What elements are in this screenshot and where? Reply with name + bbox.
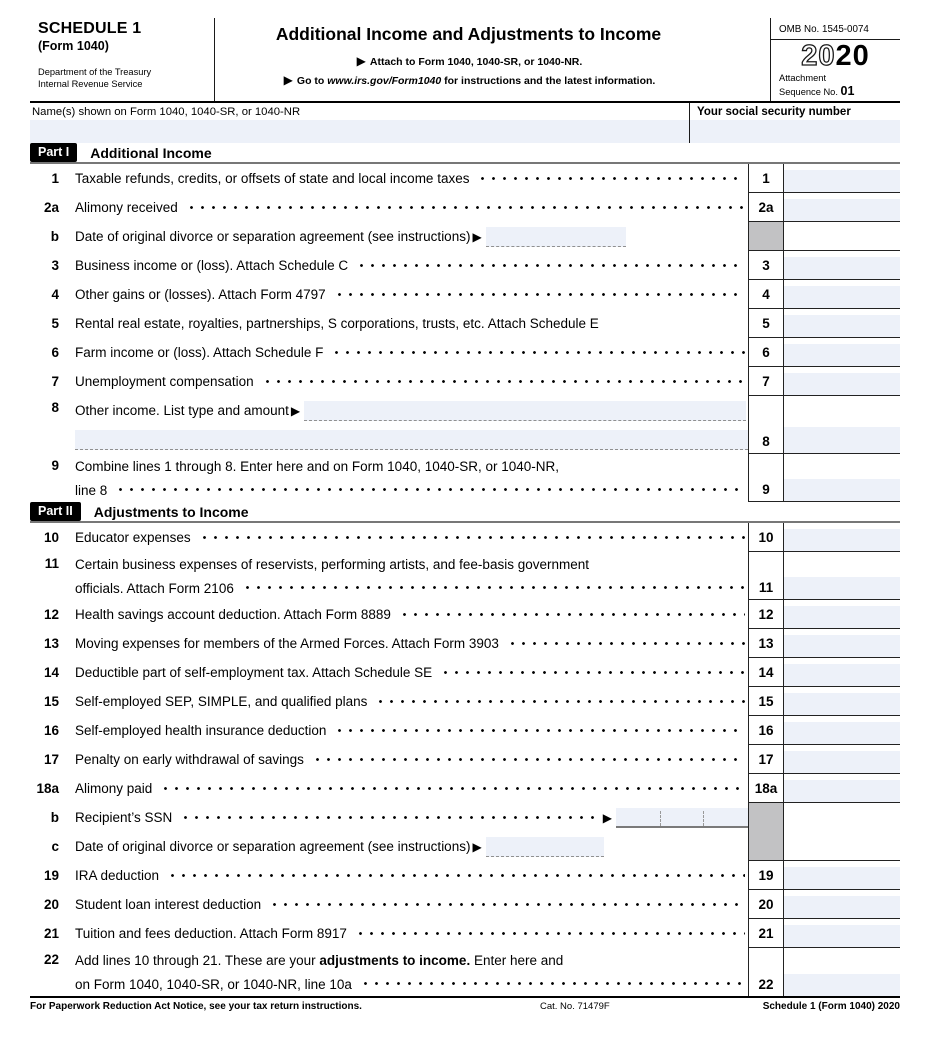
line-number-box: 7 [748, 367, 784, 396]
line-label: Penalty on early withdrawal of savings [75, 752, 304, 767]
blocked-cell [748, 803, 784, 832]
form-footer [30, 996, 900, 1012]
line-number: 7 [51, 374, 59, 389]
amount-cell-blank [784, 222, 900, 251]
amount-input-8[interactable] [784, 427, 900, 453]
right-arrow-icon: ▶ [602, 810, 612, 825]
right-arrow-icon: ▶ [356, 54, 366, 68]
part1-badge: Part I [30, 143, 77, 162]
amount-input-6[interactable] [784, 344, 900, 366]
line-number: 8 [51, 400, 59, 415]
line-label: Other gains or (losses). Attach Form 4797 [75, 287, 326, 302]
form-row-18b [30, 803, 900, 832]
line-number-box: 22 [748, 948, 784, 996]
amount-input-12[interactable] [784, 606, 900, 628]
amount-input-4[interactable] [784, 286, 900, 308]
form-footer-id: Schedule 1 (Form 1040) 2020 [762, 1001, 900, 1012]
form-row-11 [30, 552, 900, 600]
line-number-box: 1 [748, 164, 784, 193]
amount-cell [784, 367, 900, 396]
line-number: 6 [51, 345, 59, 360]
amount-cell [784, 919, 900, 948]
dot-leader [309, 745, 745, 774]
ssn-label: Your social security number [697, 106, 851, 118]
year-outline: 20 [801, 40, 836, 72]
right-arrow-icon: ▶ [283, 72, 293, 87]
sequence-line [779, 84, 900, 99]
line-label: Farm income or (loss). Attach Schedule F [75, 345, 324, 360]
form-row-19 [30, 861, 900, 890]
line-number: 5 [51, 316, 59, 331]
amount-cell [784, 280, 900, 309]
dot-leader [331, 280, 745, 309]
line-label: Business income or (loss). Attach Schedule C [75, 258, 349, 273]
line-label: Health savings account deduction. Attach Form 8889 [75, 607, 391, 622]
catalog-number: Cat. No. 71479F [540, 1001, 610, 1012]
line-number-box: 10 [748, 523, 784, 552]
part2-title: Adjustments to Income [93, 503, 249, 520]
year-bold: 20 [835, 40, 870, 72]
line-number: 13 [43, 636, 59, 651]
other-income-type-input[interactable] [304, 401, 746, 421]
agency-name [38, 67, 208, 90]
line-number-box: 14 [748, 658, 784, 687]
line-number-box: 11 [748, 552, 784, 600]
amount-cell [784, 454, 900, 502]
attachment-sequence [771, 73, 900, 99]
amount-cell [784, 523, 900, 552]
sequence-label: Sequence No. [779, 87, 841, 98]
dot-leader [157, 774, 745, 803]
line-label: Rental real estate, royalties, partnerships, S corporations, trusts, etc. Attach Schedule E [75, 316, 599, 331]
line-number-box: 19 [748, 861, 784, 890]
dot-leader [239, 576, 745, 600]
dot-leader [504, 629, 745, 658]
line-number-box: 5 [748, 309, 784, 338]
form-row-4 [30, 280, 900, 309]
amount-cell [784, 629, 900, 658]
amount-input-22[interactable] [784, 974, 900, 996]
right-arrow-icon: ▶ [290, 403, 301, 418]
form-row-16 [30, 716, 900, 745]
form-row-8 [30, 396, 900, 454]
blocked-cell [748, 832, 784, 861]
dot-leader [177, 803, 597, 832]
amount-input-7[interactable] [784, 373, 900, 395]
line-number-box: 21 [748, 919, 784, 948]
sequence-number: 01 [840, 84, 855, 99]
amount-input-5[interactable] [784, 315, 900, 337]
dot-leader [372, 687, 745, 716]
line-label: Deductible part of self-employment tax. Attach Schedule SE [75, 665, 433, 680]
form-row-17 [30, 745, 900, 774]
name-cell [30, 103, 690, 143]
amount-input-21[interactable] [784, 925, 900, 947]
dot-leader [437, 658, 745, 687]
recipient-ssn-input[interactable] [616, 808, 748, 828]
bold-phrase: adjustments to income. [319, 952, 471, 968]
line-number: 16 [43, 723, 59, 738]
name-label: Name(s) shown on Form 1040, 1040-SR, or 1040-NR [32, 106, 301, 118]
part2-badge: Part II [30, 502, 81, 521]
amount-input-3[interactable] [784, 257, 900, 279]
divorce-date-input-18c[interactable] [486, 837, 604, 857]
dot-leader [331, 716, 745, 745]
line-label: Self-employed health insurance deduction [75, 723, 327, 738]
amount-input-2a[interactable] [784, 199, 900, 221]
blocked-cell [748, 222, 784, 251]
form-title: Additional Income and Adjustments to Income [275, 24, 662, 44]
line-number: 3 [51, 258, 59, 273]
goto-pre: Go to [296, 74, 328, 87]
dot-leader [474, 164, 745, 193]
amount-cell [784, 687, 900, 716]
line-number-box: 9 [748, 454, 784, 502]
ssn-cell [690, 103, 900, 143]
parent-form-number: (Form 1040) [38, 39, 109, 53]
form-row-20 [30, 890, 900, 919]
attach-instruction [215, 52, 722, 71]
right-arrow-icon: ▶ [472, 839, 482, 854]
line-number: c [51, 839, 59, 854]
form-row-7 [30, 367, 900, 396]
amount-cell [784, 552, 900, 600]
line-number-box: 2a [748, 193, 784, 222]
agency-line1: Department of the Treasury [38, 67, 152, 77]
line-label: Self-employed SEP, SIMPLE, and qualified plans [75, 694, 368, 709]
line-number: 12 [43, 607, 59, 622]
amount-cell [784, 745, 900, 774]
line-number-box: 12 [748, 600, 784, 629]
line-number: 10 [43, 530, 59, 545]
amount-cell [784, 193, 900, 222]
line-number: b [50, 810, 59, 825]
dot-leader [328, 338, 745, 367]
part1-title: Additional Income [90, 144, 212, 161]
omb-block [770, 18, 900, 101]
line-label-line2: officials. Attach Form 2106 [75, 580, 234, 596]
amount-cell [784, 600, 900, 629]
dot-leader [266, 890, 745, 919]
name-input[interactable] [30, 120, 689, 143]
form-row-18c [30, 832, 900, 861]
line-number: 19 [43, 868, 59, 883]
amount-cell [784, 338, 900, 367]
form-row-1 [30, 164, 900, 193]
line-number-box: 18a [748, 774, 784, 803]
form-row-2b [30, 222, 900, 251]
dot-leader [196, 523, 745, 552]
line-label: Tuition and fees deduction. Attach Form 8917 [75, 926, 347, 941]
amount-cell [784, 396, 900, 454]
identity-row [30, 103, 900, 143]
amount-input-15[interactable] [784, 693, 900, 715]
tax-year [771, 40, 900, 71]
dot-leader [183, 193, 745, 222]
line-label: Recipient’s SSN [75, 810, 173, 825]
line-number: 18a [36, 781, 59, 796]
irs-url: www.irs.gov/Form1040 [327, 74, 442, 87]
line-label-line2: on Form 1040, 1040-SR, or 1040-NR, line 10a [75, 976, 352, 992]
line-number: 21 [43, 926, 59, 941]
amount-cell-blank [784, 832, 900, 861]
line-number-box: 15 [748, 687, 784, 716]
amount-cell [784, 309, 900, 338]
line-number: 14 [43, 665, 59, 680]
form-title-block [215, 18, 770, 101]
amount-input-11[interactable] [784, 577, 900, 599]
dot-leader [259, 367, 745, 396]
ssn-header-input[interactable] [690, 120, 900, 143]
right-arrow-icon: ▶ [472, 229, 482, 244]
dot-leader [164, 861, 745, 890]
amount-input-13[interactable] [784, 635, 900, 657]
amount-input-17[interactable] [784, 751, 900, 773]
form-header [30, 18, 900, 103]
line-label: Date of original divorce or separation agreement (see instructions) [75, 229, 471, 244]
amount-cell [784, 164, 900, 193]
line-number: 11 [44, 556, 59, 571]
schedule1-form [30, 18, 900, 1012]
amount-cell [784, 716, 900, 745]
line-number-box: 6 [748, 338, 784, 367]
amount-cell [784, 890, 900, 919]
line-label: Alimony received [75, 200, 178, 215]
line-label-line1: Add lines 10 through 21. These are your adjustments to income. Enter here and [75, 952, 564, 968]
form-row-5 [30, 309, 900, 338]
line-label: Date of original divorce or separation agreement (see instructions) [75, 839, 471, 854]
amount-input-16[interactable] [784, 722, 900, 744]
line-number: 20 [43, 897, 59, 912]
line-label: Other income. List type and amount [75, 403, 289, 418]
form-row-10 [30, 523, 900, 552]
omb-number: OMB No. 1545-0074 [771, 18, 900, 40]
part1-header [30, 143, 900, 164]
form-row-9 [30, 454, 900, 502]
form-row-12 [30, 600, 900, 629]
dot-leader [396, 600, 745, 629]
attachment-label: Attachment [779, 73, 827, 83]
ssn-divider [703, 811, 704, 826]
part2-header [30, 502, 900, 523]
schedule-number: SCHEDULE 1 [38, 20, 142, 37]
amount-cell [784, 251, 900, 280]
line-number-box: 16 [748, 716, 784, 745]
divorce-date-input-2b[interactable] [486, 227, 626, 247]
goto-instruction [215, 71, 722, 90]
line-number-box: 17 [748, 745, 784, 774]
line-label-line1: Combine lines 1 through 8. Enter here and on Form 1040, 1040-SR, or 1040-NR, [75, 458, 560, 474]
amount-input-19[interactable] [784, 867, 900, 889]
line-number: 4 [51, 287, 59, 302]
amount-cell [784, 861, 900, 890]
line-number-box: 20 [748, 890, 784, 919]
line-number-box: 3 [748, 251, 784, 280]
form-row-18a [30, 774, 900, 803]
line-label: Student loan interest deduction [75, 897, 262, 912]
line-label: Moving expenses for members of the Armed Forces. Attach Form 3903 [75, 636, 499, 651]
form-row-21 [30, 919, 900, 948]
line-label: IRA deduction [75, 868, 160, 883]
form-row-2a [30, 193, 900, 222]
amount-input-14[interactable] [784, 664, 900, 686]
line-label: Alimony paid [75, 781, 153, 796]
amount-cell [784, 774, 900, 803]
line-number: 17 [43, 752, 59, 767]
line-number: b [50, 229, 59, 244]
line-number: 22 [43, 952, 59, 967]
form-row-6 [30, 338, 900, 367]
line-number: 9 [51, 458, 59, 473]
goto-post: for instructions and the latest information. [441, 74, 656, 87]
amount-input-18a[interactable] [784, 780, 900, 802]
amount-input-10[interactable] [784, 529, 900, 551]
form-row-22 [30, 948, 900, 996]
amount-input-1[interactable] [784, 170, 900, 192]
form-row-15 [30, 687, 900, 716]
amount-cell [784, 658, 900, 687]
form-row-14 [30, 658, 900, 687]
line-number: 15 [43, 694, 59, 709]
line-label: Unemployment compensation [75, 374, 254, 389]
dot-leader [352, 919, 745, 948]
amount-cell-blank [784, 803, 900, 832]
line-label: Taxable refunds, credits, or offsets of state and local income taxes [75, 171, 470, 186]
line-label: Educator expenses [75, 530, 191, 545]
line-number-box: 4 [748, 280, 784, 309]
ssn-divider [660, 811, 661, 826]
amount-cell [784, 948, 900, 996]
agency-line2: Internal Revenue Service [38, 78, 143, 89]
attach-text: Attach to Form 1040, 1040-SR, or 1040-NR. [369, 56, 583, 68]
line-label-line2: line 8 [75, 482, 108, 498]
form-row-3 [30, 251, 900, 280]
amount-input-9[interactable] [784, 479, 900, 501]
paperwork-notice: For Paperwork Reduction Act Notice, see your tax return instructions. [30, 1001, 362, 1012]
dot-leader [357, 972, 745, 996]
other-income-type-input-line2[interactable] [75, 430, 748, 450]
line-label-line1: Certain business expenses of reservists, performing artists, and fee-basis government [75, 556, 589, 572]
dot-leader [353, 251, 745, 280]
dot-leader [112, 478, 745, 502]
line-number-box: 13 [748, 629, 784, 658]
line-number-box: 8 [748, 396, 784, 454]
line-number: 1 [51, 171, 59, 186]
amount-input-20[interactable] [784, 896, 900, 918]
line-number: 2a [43, 200, 59, 215]
form-row-13 [30, 629, 900, 658]
form-id-block [30, 18, 215, 101]
